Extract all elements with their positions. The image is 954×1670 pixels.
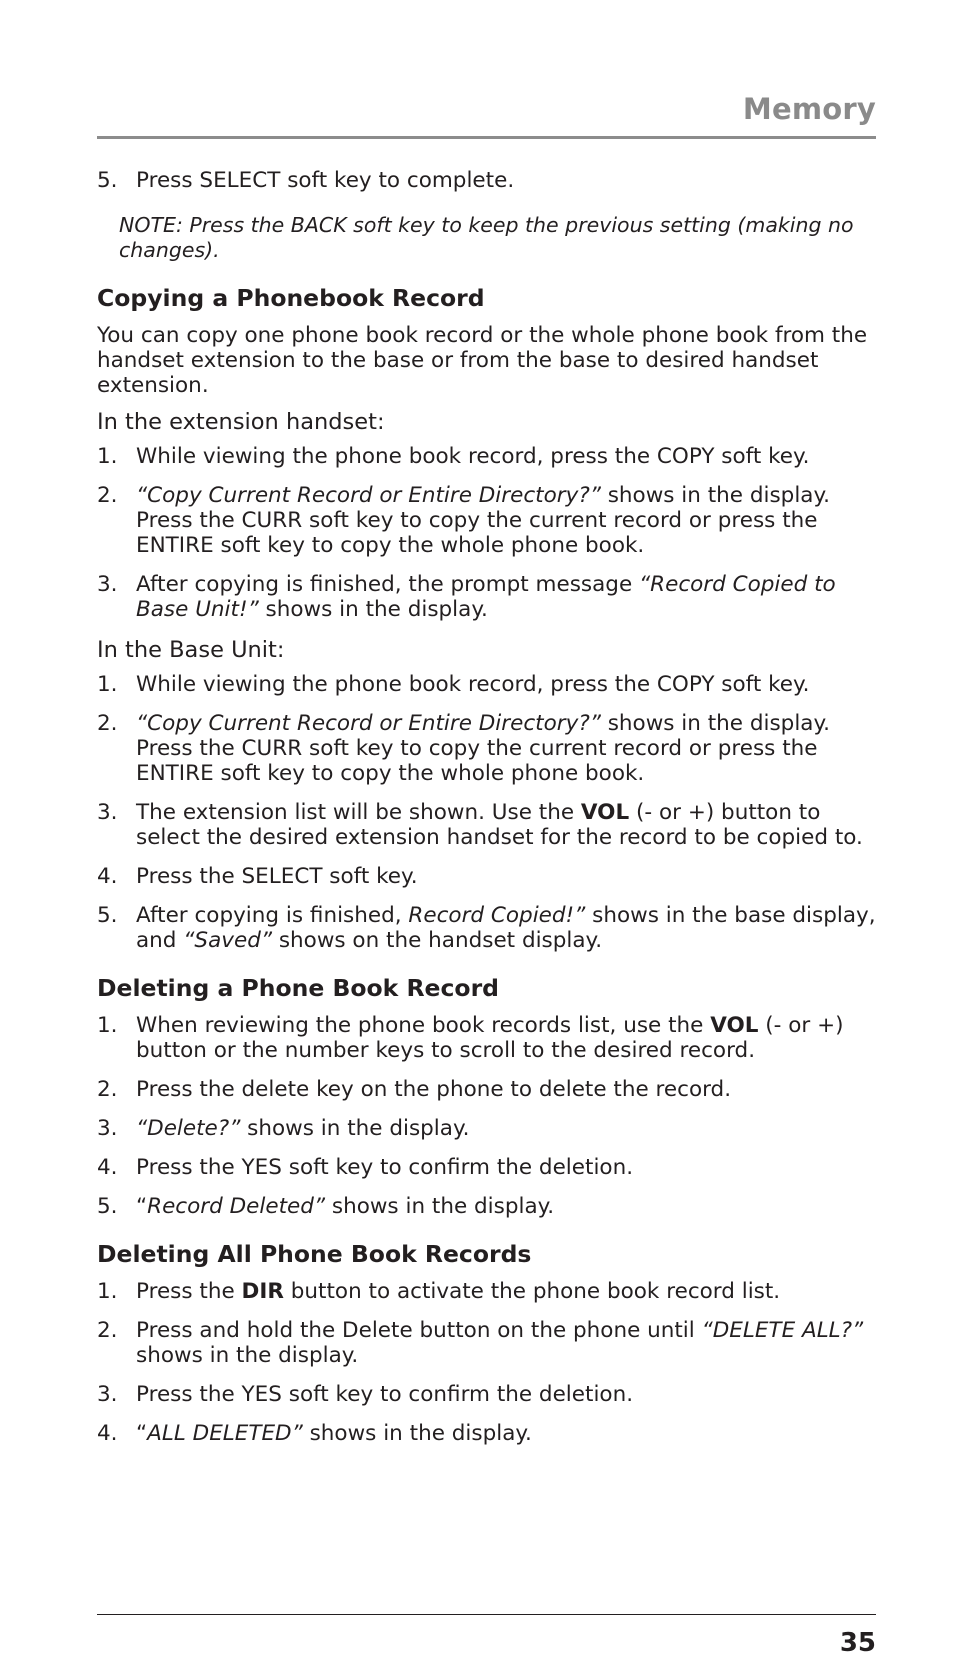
step-text: While viewing the phone book record, press the COPY soft key. [136, 444, 810, 469]
step-item [97, 1318, 887, 1368]
step-text: When reviewing the phone book records list, use the [136, 1013, 711, 1038]
step-item [97, 1382, 887, 1407]
display-message: Record Deleted” [147, 1194, 326, 1219]
step-number: 1. [97, 444, 118, 469]
step-text: shows in the display. [258, 597, 488, 622]
step-item [97, 1013, 887, 1063]
section-heading-copying: Copying a Phonebook Record [97, 284, 485, 312]
header-divider [97, 136, 876, 139]
step-number: 1. [97, 1013, 118, 1038]
step-text: (- or +) button or the number keys to scroll to the desired record. [136, 1013, 844, 1063]
step-item [97, 1155, 887, 1180]
step-number: 3. [97, 800, 118, 825]
step-number: 5. [97, 1194, 118, 1219]
display-message: ALL DELETED” [147, 1421, 303, 1446]
step-number: 3. [97, 1382, 118, 1407]
step-number: 4. [97, 1421, 118, 1446]
step-item [97, 711, 887, 786]
button-name: DIR [241, 1279, 284, 1304]
step-text: Press SELECT soft key to complete. [136, 168, 515, 193]
page-content [97, 168, 887, 1460]
step-number: 5. [97, 168, 118, 193]
step-item [97, 864, 887, 889]
step-text: After copying is finished, the prompt message [136, 572, 640, 597]
display-message: “Copy Current Record or Entire Directory?” [136, 483, 601, 508]
display-message: “Saved” [183, 928, 272, 953]
copying-intro: You can copy one phone book record or the whole phone book from the handset extension to the base or from the base to desired handset extension. [97, 323, 868, 398]
section-heading-deleting-all: Deleting All Phone Book Records [97, 1240, 532, 1268]
step-item [97, 1077, 887, 1102]
step-item [97, 800, 887, 850]
step-item [97, 1194, 887, 1219]
button-name: VOL [710, 1013, 759, 1038]
step-item [97, 1421, 887, 1446]
step-number: 2. [97, 1077, 118, 1102]
subheading-base-unit: In the Base Unit: [97, 637, 285, 663]
display-message: “Copy Current Record or Entire Directory?” [136, 711, 601, 736]
display-message: “DELETE ALL?” [701, 1318, 864, 1343]
step-number: 3. [97, 1116, 118, 1141]
step-text: shows in the display. Press the CURR soft key to copy the current record or press the ENTIRE soft key to copy the whole phone book. [136, 483, 830, 558]
step-item [97, 483, 887, 558]
step-text: shows in the display. [302, 1421, 532, 1446]
step-number: 4. [97, 1155, 118, 1180]
step-text: Press the delete key on the phone to delete the record. [136, 1077, 732, 1102]
step-text: Press the SELECT soft key. [136, 864, 418, 889]
step-text: Press and hold the Delete button on the phone until [136, 1318, 702, 1343]
step-text: shows in the display. [136, 1343, 359, 1368]
step-item [97, 1116, 887, 1141]
quote-mark: “ [136, 1194, 148, 1219]
quote-mark: “ [136, 1421, 148, 1446]
step-item [97, 572, 887, 622]
step-text: shows in the display. [325, 1194, 555, 1219]
step-text: The extension list will be shown. Use the [136, 800, 581, 825]
step-number: 4. [97, 864, 118, 889]
step-item [97, 672, 887, 697]
step-text: Press the YES soft key to confirm the deletion. [136, 1155, 634, 1180]
step-text: While viewing the phone book record, press the COPY soft key. [136, 672, 810, 697]
step-item [97, 903, 887, 953]
display-message: “Record Copied to Base Unit!” [136, 572, 836, 622]
footer-divider [97, 1614, 876, 1615]
step-text: shows in the display. [240, 1116, 470, 1141]
step-number: 1. [97, 1279, 118, 1304]
step-number: 2. [97, 483, 118, 508]
step-text: button to activate the phone book record list. [283, 1279, 781, 1304]
step-item [97, 1279, 887, 1304]
step-number: 5. [97, 903, 118, 928]
step-item [97, 168, 887, 193]
button-name: VOL [580, 800, 630, 825]
note-text: NOTE: Press the BACK soft key to keep the previous setting (making no changes). [119, 213, 854, 262]
step-text: shows on the handset display. [272, 928, 603, 953]
section-title: Memory [742, 92, 876, 126]
step-number: 2. [97, 711, 118, 736]
step-text: shows in the display. Press the CURR soft key to copy the current record or press the ENTIRE soft key to copy the whole phone book. [136, 711, 830, 786]
step-text: After copying is finished, [136, 903, 409, 928]
page-number: 35 [839, 1628, 876, 1658]
section-heading-deleting-one: Deleting a Phone Book Record [97, 974, 499, 1002]
step-number: 2. [97, 1318, 118, 1343]
subheading-extension-handset: In the extension handset: [97, 409, 385, 435]
display-message: “Delete?” [136, 1116, 241, 1141]
step-text: Press the YES soft key to confirm the deletion. [136, 1382, 634, 1407]
step-item [97, 444, 887, 469]
step-number: 1. [97, 672, 118, 697]
display-message: Record Copied!” [408, 903, 586, 928]
step-text: shows in the base display, and [136, 903, 876, 953]
step-text: Press the [136, 1279, 242, 1304]
step-text: (- or +) button to select the desired extension handset for the record to be copied to. [136, 800, 863, 850]
step-number: 3. [97, 572, 118, 597]
